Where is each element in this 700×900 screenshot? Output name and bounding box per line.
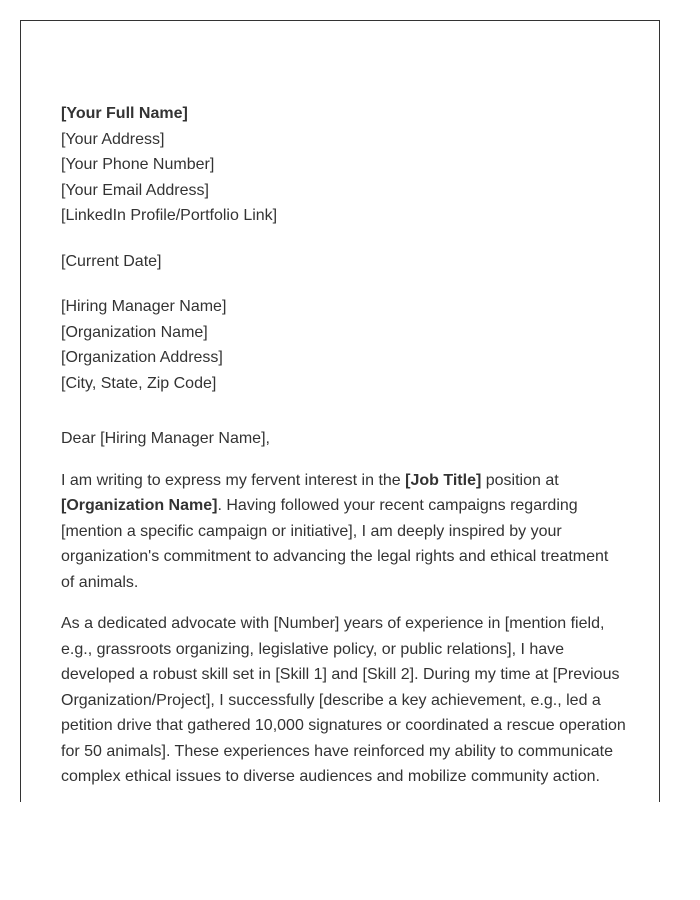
paragraph-intro-text-2: position at bbox=[481, 471, 559, 489]
job-title: [Job Title] bbox=[405, 471, 482, 489]
recipient-manager: [Hiring Manager Name] bbox=[61, 298, 227, 315]
recipient-city: [City, State, Zip Code] bbox=[61, 374, 217, 392]
recipient-block bbox=[61, 294, 626, 396]
recipient-address: [Organization Address] bbox=[61, 349, 223, 366]
cover-letter-body bbox=[61, 101, 626, 790]
recipient-organization: [Organization Name] bbox=[61, 323, 208, 341]
paragraph-intro-text-1: I am writing to express my fervent interest in the bbox=[61, 471, 406, 489]
sender-address: [Your Address] bbox=[61, 130, 165, 148]
date-block bbox=[61, 249, 626, 275]
organization-name: [Organization Name] bbox=[61, 497, 218, 514]
sender-full-name: [Your Full Name] bbox=[61, 105, 188, 122]
sender-phone: [Your Phone Number] bbox=[61, 156, 215, 173]
document-page bbox=[20, 20, 660, 802]
sender-email: [Your Email Address] bbox=[61, 181, 209, 199]
paragraph-experience-text: As a dedicated advocate with [Number] years of experience in [mention field, e.g., grassroots organizing, legislative policy, or public relations], I have developed a robust skill set in [Skill 1] and [Skill 2]. During my time at [Previous Organization/Project], I successfully [describe a key achievement, e.g., led a petition drive that gathered 10,000 signatures or coordinated a rescue operation for 50 animals]. These experiences have reinforced my ability to communicate complex ethical issues to diverse audiences and mobilize community action. bbox=[61, 615, 626, 785]
salutation: Dear [Hiring Manager Name], bbox=[61, 430, 270, 447]
paragraph-intro bbox=[61, 468, 626, 596]
paragraph-experience bbox=[61, 611, 626, 790]
paragraph-intro-text-3: . Having followed your recent campaigns regarding [mention a specific campaign or initiative], I am deeply inspired by your organization's commitment to advancing the legal rights and ethical treatment of animals. bbox=[61, 497, 609, 591]
sender-link: [LinkedIn Profile/Portfolio Link] bbox=[61, 207, 278, 224]
letter-date: [Current Date] bbox=[61, 252, 162, 270]
sender-block bbox=[61, 101, 626, 229]
